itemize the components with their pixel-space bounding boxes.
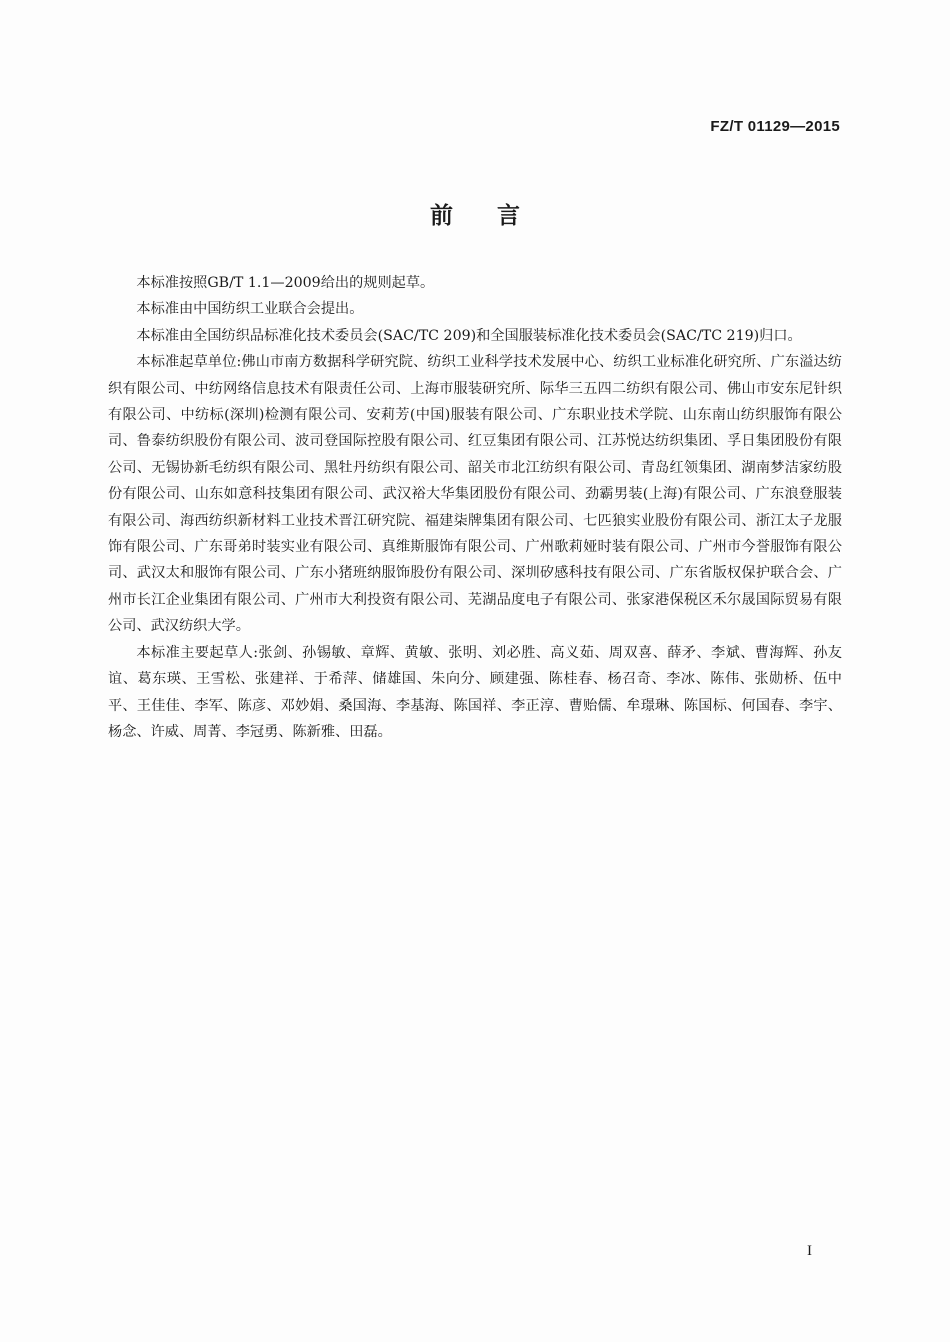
page-number: I xyxy=(807,1243,812,1259)
standard-code: FZ/T 01129—2015 xyxy=(710,118,840,135)
paragraph-drafters: 本标准主要起草人:张剑、孙锡敏、章辉、黄敏、张明、刘必胜、高义茹、周双喜、薛矛、李斌、曹海辉、孙友谊、葛东瑛、王雪松、张建祥、于希萍、储雄国、朱向分、顾建强、陈桂春、杨召奇、李冰、陈伟、张勋桥、伍中平、王佳佳、李军、陈彦、邓妙娟、桑国海、李基海、陈国祥、李正淳、曹贻儒、牟璟琳、陈国标、何国春、李宇、杨念、许威、周菁、李冠勇、陈新雅、田磊。 xyxy=(108,644,842,740)
page-title: 前言 xyxy=(430,203,564,229)
foreword-body xyxy=(108,270,842,745)
paragraph-drafting-rules: 本标准按照GB/T 1.1—2009给出的规则起草。 xyxy=(136,275,435,291)
paragraph-committee: 本标准由全国纺织品标准化技术委员会(SAC/TC 209)和全国服装标准化技术委员会(SAC/TC 219)归口。 xyxy=(136,327,802,344)
paragraph-drafting-units: 本标准起草单位:佛山市南方数据科学研究院、纺织工业科学技术发展中心、纺织工业标准化研究所、广东溢达纺织有限公司、中纺网络信息技术有限责任公司、上海市服装研究所、际华三五四二纺织有限公司、佛山市安东尼针织有限公司、中纺标(深圳)检测有限公司、安莉芳(中国)服装有限公司、广东职业技术学院、山东南山纺织服饰有限公司、鲁泰纺织股份有限公司、波司登国际控股有限公司、红豆集团有限公司、江苏悦达纺织集团、孚日集团股份有限公司、无锡协新毛纺织有限公司、黑牡丹纺织有限公司、韶关市北江纺织有限公司、青岛红领集团、湖南梦洁家纺股份有限公司、山东如意科技集团有限公司、武汉裕大华集团股份有限公司、劲霸男装(上海)有限公司、广东浪登服装有限公司、海西纺织新材料工业技术晋江研究院、福建柒牌集团有限公司、七匹狼实业股份有限公司、浙江太子龙服饰有限公司、广东哥弟时装实业有限公司、真维斯服饰有限公司、广州歌莉娅时装有限公司、广州市今誉服饰有限公司、武汉太和服饰有限公司、广东小猪班纳服饰股份有限公司、深圳矽感科技有限公司、广东省版权保护联合会、广州市长江企业集团有限公司、广州市大利投资有限公司、芜湖品度电子有限公司、张家港保税区禾尔晟国际贸易有限公司、武汉纺织大学。 xyxy=(108,354,842,635)
paragraph-proposer: 本标准由中国纺织工业联合会提出。 xyxy=(136,301,364,318)
